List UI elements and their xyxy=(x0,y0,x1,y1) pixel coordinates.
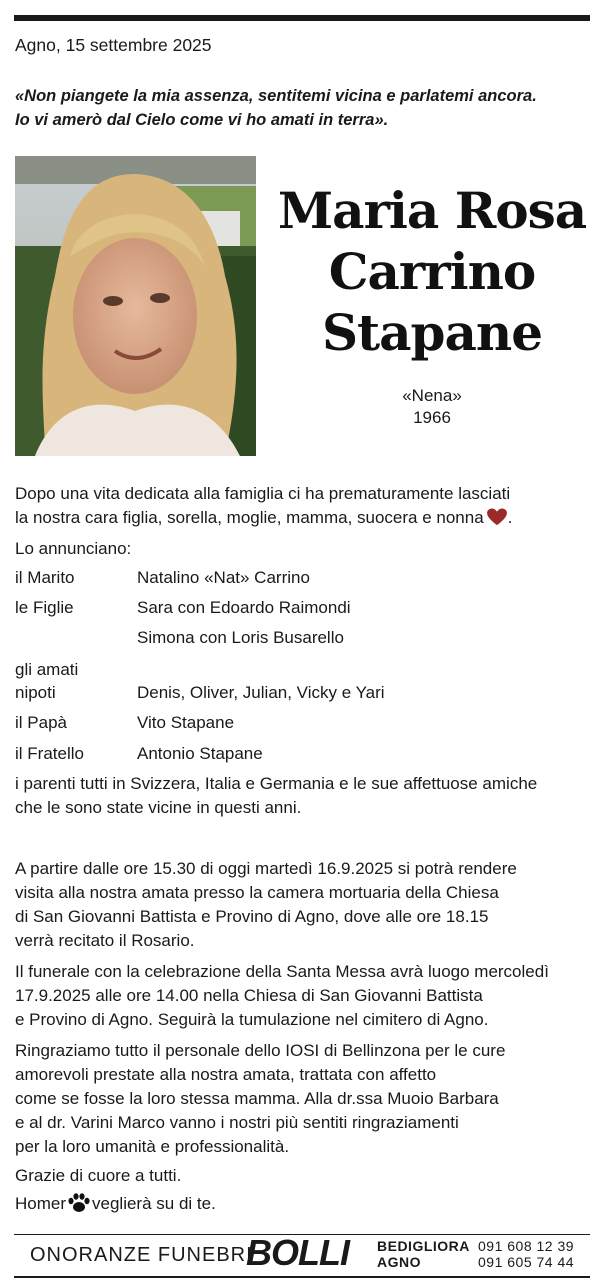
notice-date: Agno, 15 settembre 2025 xyxy=(15,35,212,55)
nickname: «Nena» xyxy=(402,386,462,405)
text-line: e Provino di Agno. Seguirà la tumulazione nel cimitero di Agno. xyxy=(15,1010,489,1029)
footer-phone: 091 605 74 44 xyxy=(478,1254,575,1270)
family-member: Vito Stapane xyxy=(137,713,235,732)
text-line: Il funerale con la celebrazione della Santa Messa avrà luogo mercoledì xyxy=(15,962,549,981)
family-member: Antonio Stapane xyxy=(137,744,263,763)
family-member: Denis, Oliver, Julian, Vicky e Yari xyxy=(137,683,385,702)
footer-brand: BOLLI xyxy=(246,1232,349,1273)
birth-year: 1966 xyxy=(413,408,451,427)
funeral-paragraph xyxy=(15,960,595,1032)
name-line: Carrino xyxy=(328,242,536,301)
text-line: Ringraziamo tutto il personale dello IOSI di Bellinzona per le cure xyxy=(15,1041,506,1060)
nickname-year xyxy=(262,385,600,429)
text-line: amorevoli prestate alla nostra amata, trattata con affetto xyxy=(15,1065,437,1084)
heart-icon xyxy=(486,508,508,526)
footer-phone: 091 608 12 39 xyxy=(478,1238,575,1254)
epitaph-quote xyxy=(15,84,590,132)
family-role: gli amati xyxy=(15,660,79,679)
quote-line: Io vi amerò dal Cielo come vi ho amati in terra». xyxy=(15,111,389,129)
text-line: 17.9.2025 alle ore 14.00 nella Chiesa di San Giovanni Battista xyxy=(15,986,483,1005)
thanks-paragraph xyxy=(15,1039,595,1159)
family-member: Simona con Loris Busarello xyxy=(137,628,344,647)
portrait-photo xyxy=(15,156,256,456)
text-line: come se fosse la loro stessa mamma. Alla dr.ssa Muoio Barbara xyxy=(15,1089,499,1108)
text-line: per la loro umanità e professionalità. xyxy=(15,1137,290,1156)
announce-label: Lo annunciano: xyxy=(15,539,132,558)
family-role: le Figlie xyxy=(15,598,74,617)
relatives-paragraph xyxy=(15,772,595,820)
text-line: di San Giovanni Battista e Provino di Agno, dove alle ore 18.15 xyxy=(15,907,489,926)
homer-line: Homer veglierà su di te. xyxy=(15,1194,216,1213)
family-role: nipoti xyxy=(15,683,56,702)
family-role: il Papà xyxy=(15,713,67,732)
name-line: Stapane xyxy=(321,303,543,362)
top-rule xyxy=(14,15,590,21)
footer-place: BEDIGLIORA xyxy=(377,1238,470,1254)
closing-thanks: Grazie di cuore a tutti. xyxy=(15,1166,182,1185)
intro-paragraph xyxy=(15,482,595,530)
text-line: e al dr. Varini Marco vanno i nostri più sentiti ringraziamenti xyxy=(15,1113,459,1132)
intro-line: Dopo una vita dedicata alla famiglia ci ha prematuramente lasciati xyxy=(15,484,511,503)
text-line: i parenti tutti in Svizzera, Italia e Germania e le sue affettuose amiche xyxy=(15,774,538,793)
footer-label: ONORANZE FUNEBRI xyxy=(30,1244,253,1266)
footer-place: AGNO xyxy=(377,1254,421,1270)
deceased-name xyxy=(262,180,600,363)
bottom-rule xyxy=(14,1276,590,1278)
family-role: il Marito xyxy=(15,568,75,587)
intro-line: la nostra cara figlia, sorella, moglie, mamma, suocera e nonna . xyxy=(15,508,513,527)
family-member: Natalino «Nat» Carrino xyxy=(137,568,310,587)
text-line: verrà recitato il Rosario. xyxy=(15,931,195,950)
visitation-paragraph xyxy=(15,857,595,953)
text-line: visita alla nostra amata presso la camera mortuaria della Chiesa xyxy=(15,883,499,902)
family-member: Sara con Edoardo Raimondi xyxy=(137,598,351,617)
text-line: che le sono state vicine in questi anni. xyxy=(15,798,302,817)
paw-icon xyxy=(66,1192,92,1214)
name-line: Maria Rosa xyxy=(277,181,587,240)
quote-line: «Non piangete la mia assenza, sentitemi vicina e parlatemi ancora. xyxy=(15,87,537,105)
family-role: il Fratello xyxy=(15,744,84,763)
text-line: A partire dalle ore 15.30 di oggi martedì 16.9.2025 si potrà rendere xyxy=(15,859,517,878)
